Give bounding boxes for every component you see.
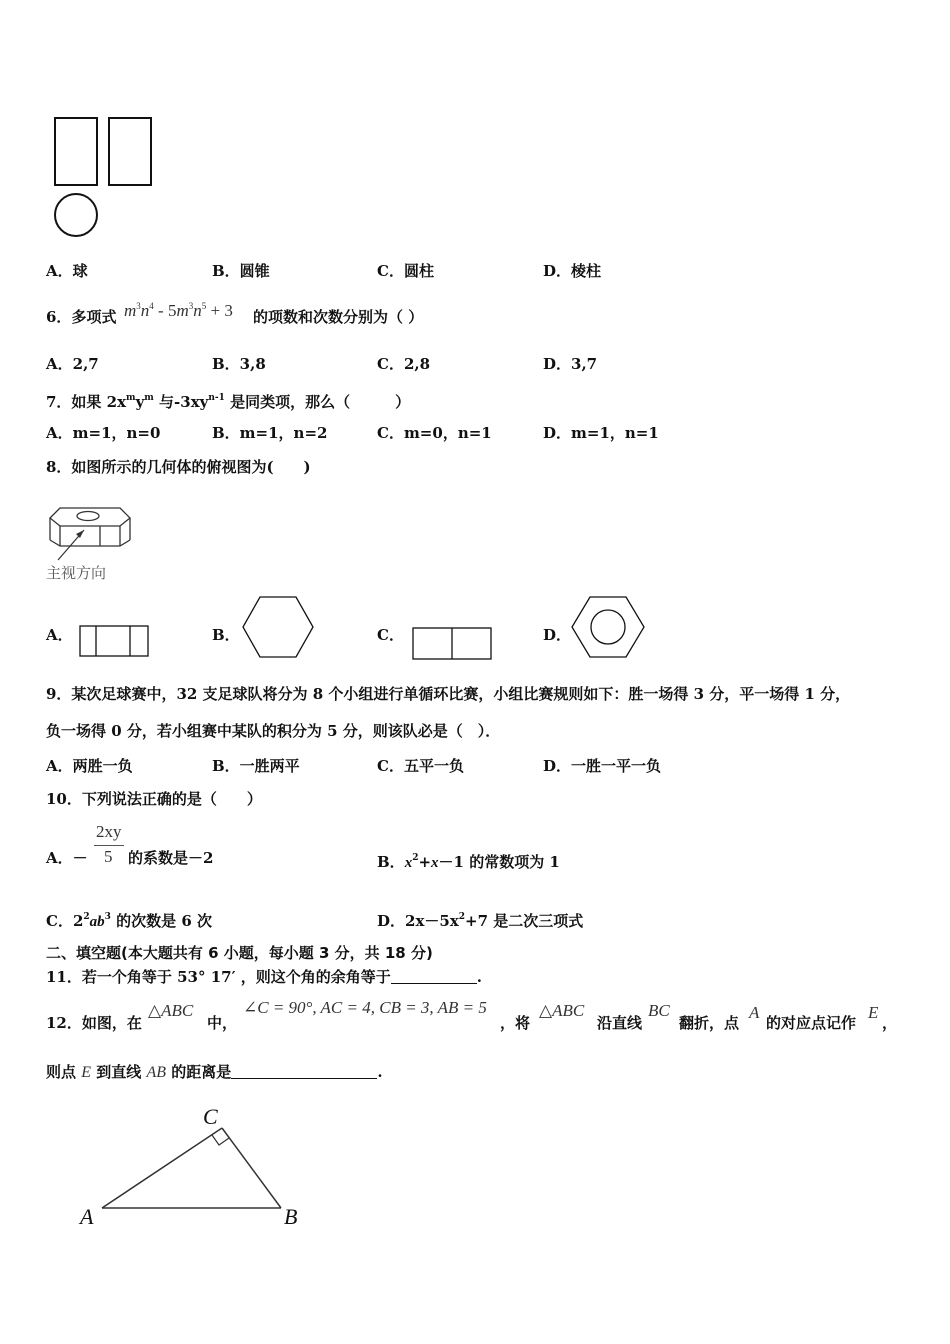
q5-option-b[interactable]: B．圆锥 xyxy=(212,262,270,280)
q12-e: E xyxy=(868,1003,879,1022)
q12-line2b: 到直线 xyxy=(96,1063,142,1081)
q12-bc: BC xyxy=(648,1001,670,1020)
q12-t1: ，将 xyxy=(500,1014,531,1032)
q10-a-numerator xyxy=(96,822,122,842)
q8-option-a-figure[interactable] xyxy=(78,624,152,660)
q9-line2: 负一场得 0 分，若小组赛中某队的积分为 5 分，则该队必是（ ）． xyxy=(46,722,501,740)
q12-t4: 的对应点记作 xyxy=(766,1014,857,1032)
q12-line2c: 的距离是 xyxy=(171,1063,232,1081)
q9-option-d[interactable]: D．一胜一平一负 xyxy=(543,757,662,775)
q8-option-c-label[interactable]: C． xyxy=(377,626,404,644)
q7-sup-n: n-1 xyxy=(208,393,225,403)
q12-triangle-2: △ABC xyxy=(539,1001,585,1020)
q7-option-a[interactable]: A．m=1，n=0 xyxy=(46,424,161,442)
q12-t3: 翻折，点 xyxy=(679,1014,740,1032)
q5-option-c[interactable]: C．圆柱 xyxy=(377,262,434,280)
q12-end: . xyxy=(377,1063,383,1081)
q12-triangle-1: △ABC xyxy=(148,1001,194,1020)
q6-option-b[interactable]: B．3,8 xyxy=(212,355,266,373)
q8-option-b-label[interactable]: B． xyxy=(212,626,240,644)
q10-a-fraction-bar xyxy=(94,845,124,846)
q10-b-text: 的常数项为 1 xyxy=(469,853,560,871)
q12-mid: 中， xyxy=(207,1014,238,1032)
q5-option-a[interactable]: A．球 xyxy=(46,262,88,280)
q9-option-c[interactable]: C．五平一负 xyxy=(377,757,464,775)
q10-stem: 10．下列说法正确的是（ ） xyxy=(46,790,262,808)
q7-stem xyxy=(46,388,410,412)
q10-b-label: B． xyxy=(377,853,405,871)
q7-option-c[interactable]: C．m=0，n=1 xyxy=(377,424,492,442)
q12-line2-e: E xyxy=(81,1064,92,1081)
three-view-figure xyxy=(50,112,160,242)
q8-option-b-figure[interactable] xyxy=(240,595,316,661)
q11-end: . xyxy=(476,968,482,986)
q12-a: A xyxy=(749,1003,760,1022)
q8-option-d-label[interactable]: D． xyxy=(543,626,572,644)
vertex-label-b: B xyxy=(284,1204,298,1229)
side-view-rect xyxy=(109,118,151,185)
q7-option-b[interactable]: B．m=1，n=2 xyxy=(212,424,328,442)
q10-a-num-text: 2xy xyxy=(96,822,122,841)
q8-stem: 8．如图所示的几何体的俯视图为( ) xyxy=(46,458,311,476)
q10-d-label: D．2x－5x xyxy=(377,912,459,930)
q5-option-d[interactable]: D．棱柱 xyxy=(543,262,602,280)
q12-line2a: 则点 xyxy=(46,1063,77,1081)
q12-t5: ， xyxy=(882,1014,898,1032)
section2-title: 二、填空题(本大题共有 6 小题，每小题 3 分，共 18 分) xyxy=(46,944,433,962)
q7-text-b: y xyxy=(135,393,145,411)
nut-top-face xyxy=(50,508,130,526)
nut-hole xyxy=(77,512,99,521)
q10-option-d[interactable]: D．$2x-5x^2+7$ 是二次三项式 xyxy=(377,912,584,930)
top-view-circle xyxy=(55,194,97,236)
vertex-label-c: C xyxy=(203,1104,218,1129)
q7-option-d[interactable]: D．m=1，n=1 xyxy=(543,424,659,442)
q12-answer-blank[interactable] xyxy=(231,1064,377,1079)
vertex-label-a: A xyxy=(80,1204,94,1229)
q9-line1: 9．某次足球赛中，32 支足球队将分为 8 个小组进行单循环比赛，小组比赛规则如下：胜一场得 3 分，平一场得 1 分， xyxy=(46,685,851,703)
q6-option-c[interactable]: C．2,8 xyxy=(377,355,431,373)
q7-text-d: 是同类项，那么（ ） xyxy=(224,393,411,411)
q6-stem xyxy=(46,307,116,327)
view-direction-caption: 主视方向 xyxy=(46,564,107,582)
q9-option-a[interactable]: A．两胜一负 xyxy=(46,757,133,775)
q7-text-a: 7．如果 2x xyxy=(46,393,127,411)
q6-number: 6． xyxy=(46,308,72,326)
q6-suffix: 的项数和次数分别为（ ） xyxy=(253,308,424,326)
q6-prefix: 多项式 xyxy=(71,308,117,326)
q12-condition: ∠C = 90°, AC = 4, CB = 3, AB = 5 xyxy=(243,998,487,1017)
q10-a-tail: 的系数是－2 xyxy=(128,849,214,867)
q6-option-d[interactable]: D．3,7 xyxy=(543,355,598,373)
q9-option-b[interactable]: B．一胜两平 xyxy=(212,757,300,775)
right-angle-mark xyxy=(212,1135,229,1145)
front-view-rect xyxy=(55,118,97,185)
q6-option-a[interactable]: A．2,7 xyxy=(46,355,99,373)
right-triangle-figure xyxy=(70,1100,320,1235)
q11-stem xyxy=(46,967,482,987)
q12-number: 12．如图，在 xyxy=(46,1014,142,1032)
q8-option-a-label[interactable]: A． xyxy=(46,626,73,644)
q10-a-denominator: 5 xyxy=(104,847,113,866)
q12-line2 xyxy=(46,1062,383,1083)
q7-sup-m1: m xyxy=(126,393,136,403)
q7-sup-m2: m xyxy=(144,393,154,403)
q10-c-label: C．2 xyxy=(46,912,84,930)
q10-option-a-label[interactable]: A．－ xyxy=(46,849,88,867)
q12-t2: 沿直线 xyxy=(597,1014,643,1032)
q7-text-c: 与-3xy xyxy=(153,393,209,411)
q10-c-text: 的次数是 6 次 xyxy=(116,912,213,930)
q8-option-c-figure[interactable] xyxy=(411,626,495,662)
q11-text: 11．若一个角等于 53° 17′ ，则这个角的余角等于 xyxy=(46,968,391,986)
q10-d-text: +7 是二次三项式 xyxy=(465,912,584,930)
q10-option-c[interactable]: C．$2^2ab^3$ 的次数是 6 次 xyxy=(46,912,213,930)
q11-answer-blank[interactable] xyxy=(391,969,477,984)
q12-line2-ab: AB xyxy=(146,1064,167,1081)
q6-polynomial: $m^3n^4 - 5m^3n^5 + 3$ xyxy=(124,301,233,320)
q8-option-d-figure[interactable] xyxy=(570,595,648,661)
q10-option-b[interactable]: B．$x^2+x-1$ 的常数项为 1 xyxy=(377,853,560,871)
